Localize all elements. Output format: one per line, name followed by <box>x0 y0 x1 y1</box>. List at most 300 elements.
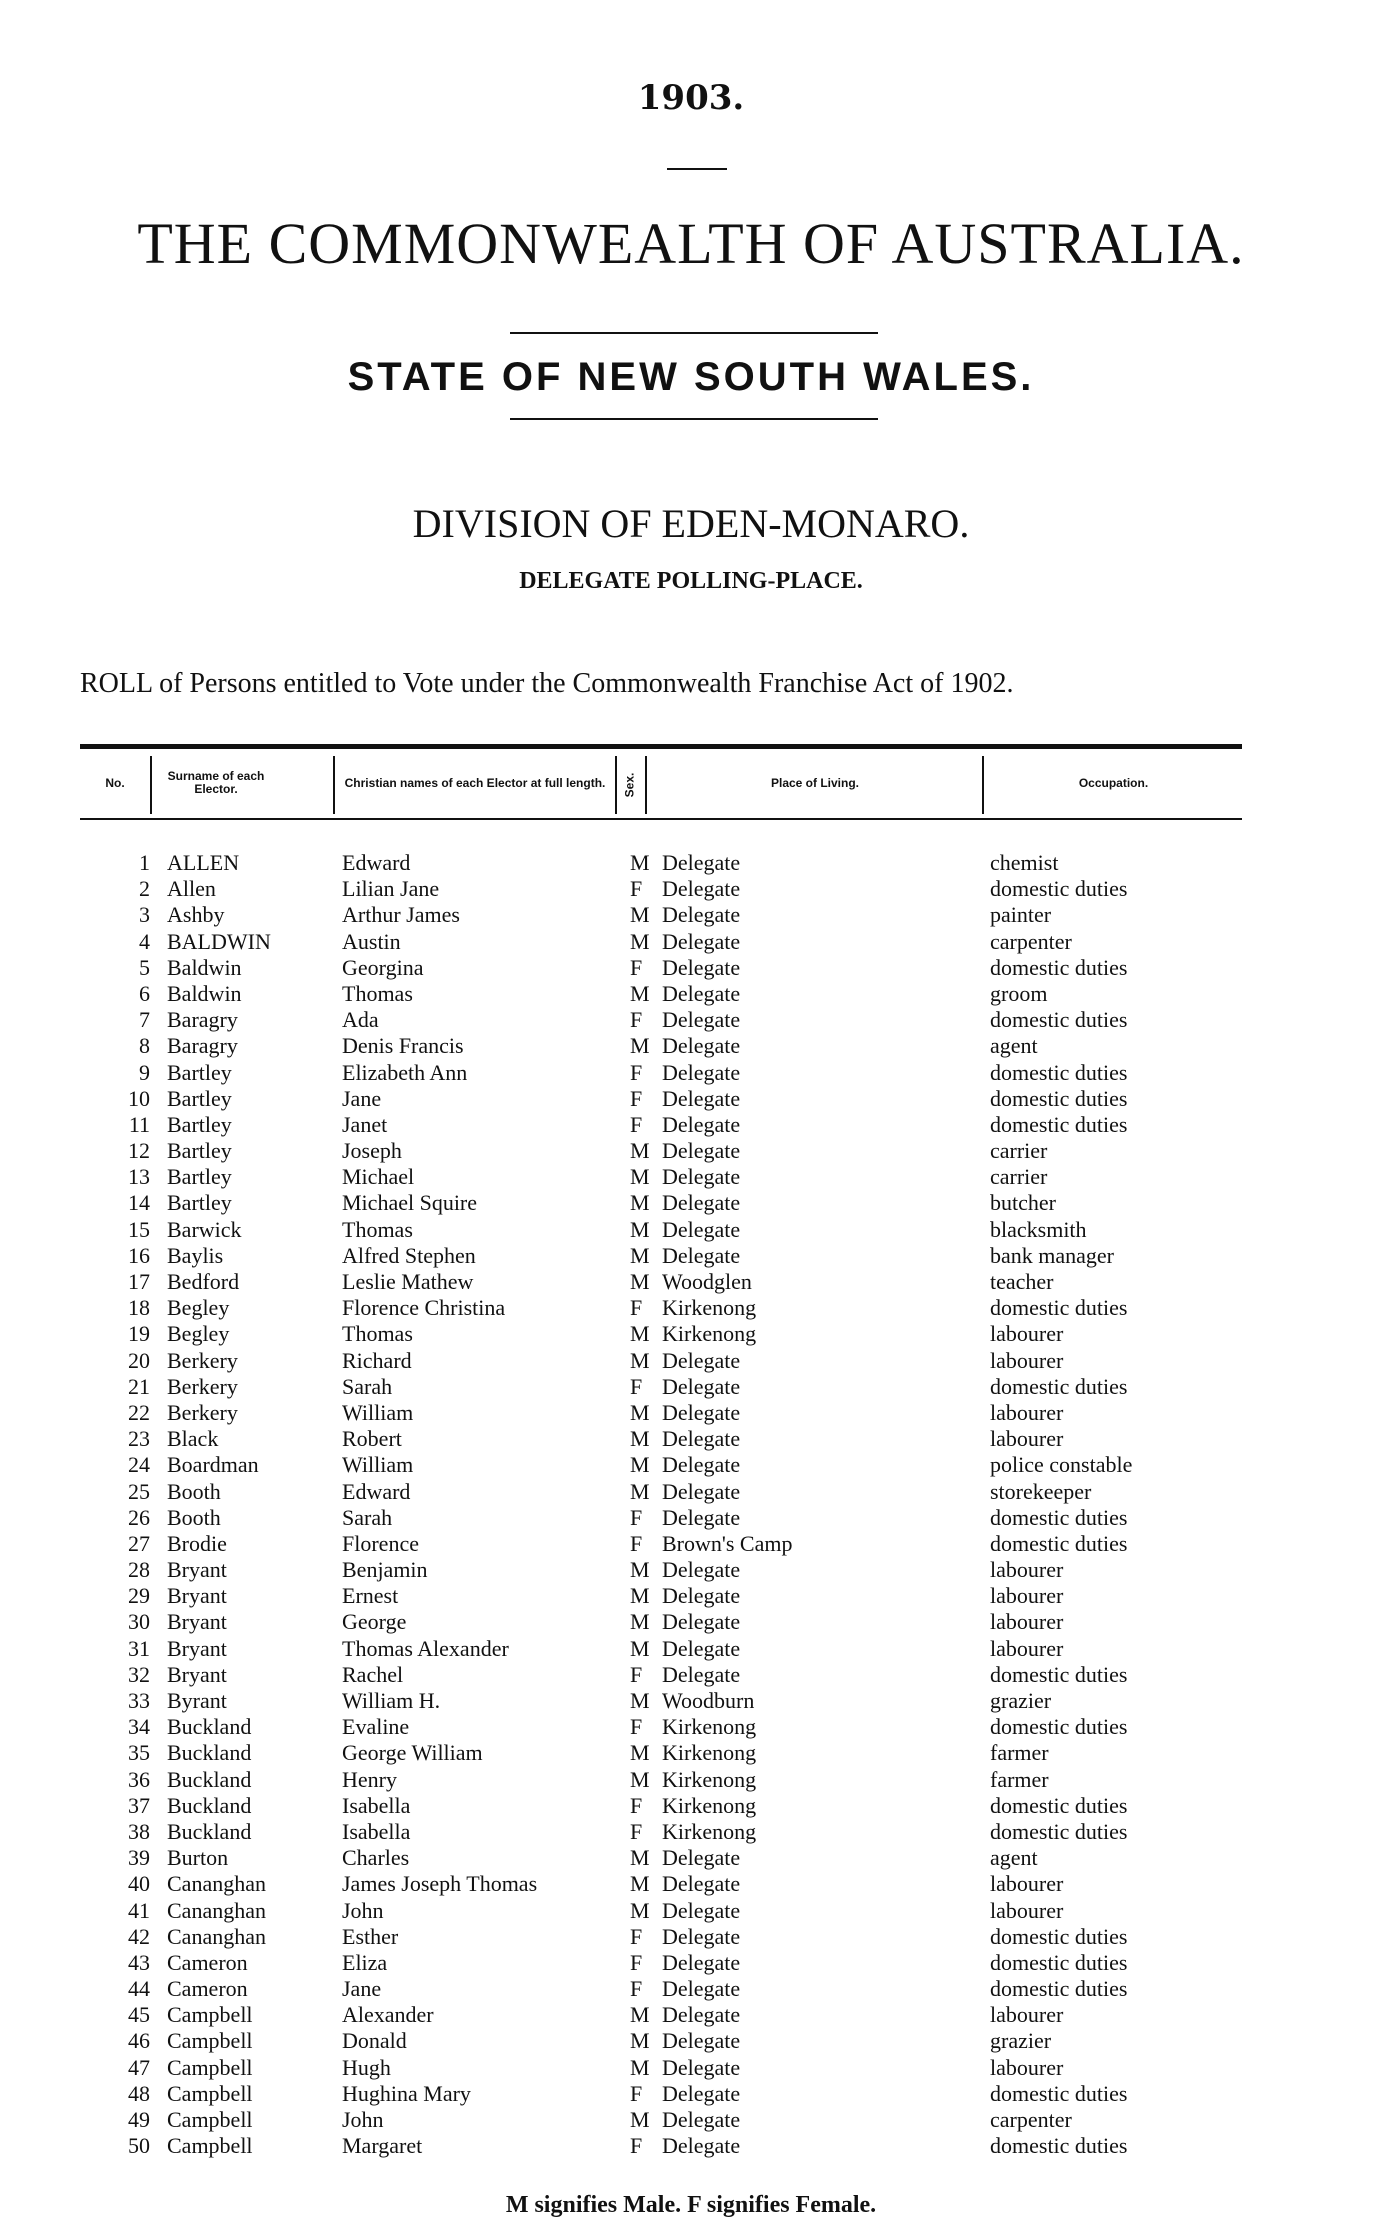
elector-occupation: domestic duties <box>990 1007 1128 1033</box>
elector-christian-names: Florence <box>342 1530 419 1556</box>
elector-christian-names: Alexander <box>342 2002 434 2028</box>
elector-sex: M <box>630 2002 650 2028</box>
elector-place: Delegate <box>662 1138 741 1164</box>
elector-no: 19 <box>128 1321 150 1347</box>
column-divider <box>982 756 984 814</box>
elector-no: 23 <box>128 1426 150 1452</box>
elector-occupation: farmer <box>990 1740 1049 1766</box>
elector-place: Delegate <box>662 954 741 980</box>
elector-occupation: domestic duties <box>990 1530 1128 1556</box>
elector-surname: Bryant <box>167 1609 227 1635</box>
elector-surname: Baragry <box>167 1033 238 1059</box>
elector-christian-names: Thomas Alexander <box>342 1635 509 1661</box>
elector-occupation: domestic duties <box>990 1949 1128 1975</box>
elector-surname: Bryant <box>167 1661 227 1687</box>
elector-christian-names: Denis Francis <box>342 1033 464 1059</box>
elector-no: 31 <box>128 1635 150 1661</box>
elector-sex: M <box>630 1478 650 1504</box>
elector-christian-names: James Joseph Thomas <box>342 1871 538 1897</box>
elector-sex: M <box>630 1242 650 1268</box>
column-header-surname: Surname of each Elector. <box>167 769 265 796</box>
elector-place: Delegate <box>662 1871 741 1897</box>
table-row <box>0 1400 1382 1426</box>
elector-occupation: storekeeper <box>990 1478 1092 1504</box>
elector-occupation: butcher <box>990 1190 1056 1216</box>
elector-occupation: domestic duties <box>990 1923 1128 1949</box>
elector-sex: M <box>630 1033 650 1059</box>
elector-christian-names: George William <box>342 1740 483 1766</box>
column-header-christian: Christian names of each Elector at full length. <box>344 775 606 790</box>
elector-surname: Byrant <box>167 1688 227 1713</box>
elector-no: 20 <box>128 1347 150 1373</box>
elector-place: Delegate <box>662 980 741 1006</box>
elector-place: Delegate <box>662 2054 741 2080</box>
elector-place: Kirkenong <box>662 1321 757 1347</box>
elector-no: 40 <box>128 1871 150 1897</box>
elector-sex: F <box>630 1923 643 1949</box>
elector-place: Delegate <box>662 2080 741 2106</box>
elector-no: 47 <box>128 2054 150 2080</box>
elector-no: 49 <box>128 2107 150 2132</box>
elector-no: 25 <box>128 1478 150 1504</box>
elector-occupation: labourer <box>990 1426 1064 1452</box>
table-row <box>0 1112 1382 1138</box>
elector-sex: F <box>630 1818 643 1844</box>
elector-surname: Buckland <box>167 1714 252 1740</box>
table-row <box>0 1845 1382 1871</box>
elector-list <box>0 850 1382 2159</box>
elector-no: 13 <box>128 1164 150 1190</box>
table-row <box>0 1426 1382 1452</box>
elector-occupation: carrier <box>990 1138 1048 1164</box>
elector-place: Delegate <box>662 928 741 954</box>
elector-sex: M <box>630 928 650 954</box>
elector-occupation: labourer <box>990 1321 1064 1347</box>
elector-no: 46 <box>128 2028 150 2054</box>
table-row <box>0 1138 1382 1164</box>
elector-place: Delegate <box>662 1557 741 1583</box>
elector-occupation: labourer <box>990 1609 1064 1635</box>
elector-no: 37 <box>128 1792 150 1818</box>
column-divider <box>615 756 617 814</box>
elector-no: 44 <box>128 1976 150 2002</box>
elector-christian-names: Sarah <box>342 1504 393 1530</box>
column-divider <box>645 756 647 814</box>
elector-occupation: labourer <box>990 2054 1064 2080</box>
elector-sex: M <box>630 1321 650 1347</box>
elector-surname: Brodie <box>167 1530 227 1556</box>
elector-no: 33 <box>128 1688 150 1713</box>
elector-place: Delegate <box>662 1164 741 1190</box>
elector-surname: Berkery <box>167 1347 238 1373</box>
elector-sex: F <box>630 2080 643 2106</box>
elector-sex: F <box>630 1792 643 1818</box>
elector-no: 39 <box>128 1845 150 1871</box>
elector-christian-names: George <box>342 1609 407 1635</box>
elector-occupation: labourer <box>990 1583 1064 1609</box>
elector-christian-names: Margaret <box>342 2133 423 2159</box>
elector-occupation: bank manager <box>990 1242 1114 1268</box>
elector-surname: Berkery <box>167 1399 238 1425</box>
elector-christian-names: Henry <box>342 1766 397 1792</box>
elector-place: Delegate <box>662 1635 741 1661</box>
elector-surname: Booth <box>167 1478 221 1504</box>
elector-occupation: grazier <box>990 1688 1052 1713</box>
elector-surname: Bryant <box>167 1635 227 1661</box>
elector-no: 24 <box>128 1452 150 1478</box>
elector-place: Delegate <box>662 876 741 902</box>
elector-place: Delegate <box>662 1583 741 1609</box>
elector-sex: M <box>630 1190 650 1216</box>
elector-sex: F <box>630 1007 643 1033</box>
elector-no: 30 <box>128 1609 150 1635</box>
elector-surname: Barwick <box>167 1216 242 1242</box>
elector-christian-names: Robert <box>342 1426 402 1452</box>
elector-surname: Buckland <box>167 1818 252 1844</box>
polling-place-heading: DELEGATE POLLING-PLACE. <box>519 568 863 594</box>
elector-place: Kirkenong <box>662 1295 757 1321</box>
table-row <box>0 1007 1382 1033</box>
elector-sex: M <box>630 1688 650 1713</box>
table-row <box>0 1976 1382 2002</box>
elector-sex: M <box>630 1164 650 1190</box>
elector-christian-names: John <box>342 1897 384 1923</box>
elector-surname: Buckland <box>167 1766 252 1792</box>
elector-sex: M <box>630 1452 650 1478</box>
elector-sex: F <box>630 1949 643 1975</box>
table-row <box>0 1321 1382 1347</box>
elector-no: 28 <box>128 1557 150 1583</box>
elector-surname: Baragry <box>167 1007 238 1033</box>
elector-sex: F <box>630 1373 643 1399</box>
state-heading: STATE OF NEW SOUTH WALES. <box>347 355 1035 399</box>
elector-occupation: domestic duties <box>990 1059 1128 1085</box>
elector-no: 6 <box>139 980 150 1006</box>
elector-no: 50 <box>128 2133 150 2159</box>
division-heading: DIVISION OF EDEN-MONARO. <box>412 501 970 546</box>
elector-place: Delegate <box>662 850 741 875</box>
elector-sex: F <box>630 1504 643 1530</box>
table-row <box>0 1662 1382 1688</box>
elector-christian-names: Jane <box>342 1085 382 1111</box>
elector-place: Delegate <box>662 1845 741 1871</box>
elector-sex: F <box>630 954 643 980</box>
elector-christian-names: Esther <box>342 1923 399 1949</box>
elector-place: Delegate <box>662 1007 741 1033</box>
elector-occupation: domestic duties <box>990 1295 1128 1321</box>
elector-no: 18 <box>128 1295 150 1321</box>
elector-place: Kirkenong <box>662 1766 757 1792</box>
elector-occupation: domestic duties <box>990 1111 1128 1137</box>
elector-place: Kirkenong <box>662 1714 757 1740</box>
elector-place: Kirkenong <box>662 1740 757 1766</box>
elector-surname: Campbell <box>167 2054 253 2080</box>
table-row <box>0 1374 1382 1400</box>
elector-occupation: domestic duties <box>990 1792 1128 1818</box>
elector-place: Woodburn <box>662 1688 755 1713</box>
table-row <box>0 1505 1382 1531</box>
elector-no: 26 <box>128 1504 150 1530</box>
table-row <box>0 2028 1382 2054</box>
elector-surname: Campbell <box>167 2080 253 2106</box>
elector-occupation: domestic duties <box>990 1818 1128 1844</box>
elector-occupation: domestic duties <box>990 1085 1128 1111</box>
elector-place: Delegate <box>662 2107 741 2132</box>
elector-occupation: domestic duties <box>990 954 1128 980</box>
table-row <box>0 1871 1382 1897</box>
elector-surname: Begley <box>167 1295 230 1321</box>
table-row <box>0 1217 1382 1243</box>
elector-sex: M <box>630 980 650 1006</box>
elector-occupation: domestic duties <box>990 1714 1128 1740</box>
elector-no: 35 <box>128 1740 150 1766</box>
elector-surname: Burton <box>167 1845 229 1871</box>
elector-no: 22 <box>128 1399 150 1425</box>
elector-occupation: labourer <box>990 1557 1064 1583</box>
elector-no: 12 <box>128 1138 150 1164</box>
elector-christian-names: Leslie Mathew <box>342 1269 474 1294</box>
elector-christian-names: Ernest <box>342 1583 399 1609</box>
table-row <box>0 1479 1382 1505</box>
table-row <box>0 1295 1382 1321</box>
elector-place: Delegate <box>662 1478 741 1504</box>
elector-surname: BALDWIN <box>167 928 271 954</box>
elector-place: Delegate <box>662 1033 741 1059</box>
elector-occupation: labourer <box>990 1347 1064 1373</box>
elector-no: 38 <box>128 1818 150 1844</box>
elector-no: 42 <box>128 1923 150 1949</box>
elector-place: Delegate <box>662 1242 741 1268</box>
elector-place: Delegate <box>662 2028 741 2054</box>
table-row <box>0 1531 1382 1557</box>
divider-rule <box>510 332 878 334</box>
table-top-rule <box>80 744 1242 749</box>
elector-sex: M <box>630 1557 650 1583</box>
elector-no: 4 <box>139 928 150 954</box>
elector-surname: Cananghan <box>167 1897 266 1923</box>
elector-sex: F <box>630 876 643 902</box>
table-row <box>0 2002 1382 2028</box>
elector-surname: Bryant <box>167 1583 227 1609</box>
elector-surname: Berkery <box>167 1373 238 1399</box>
table-row <box>0 1609 1382 1635</box>
elector-christian-names: Alfred Stephen <box>342 1242 476 1268</box>
elector-place: Delegate <box>662 1347 741 1373</box>
table-row <box>0 2055 1382 2081</box>
elector-christian-names: Eliza <box>342 1949 388 1975</box>
elector-occupation: police constable <box>990 1452 1133 1478</box>
elector-occupation: domestic duties <box>990 1504 1128 1530</box>
elector-place: Delegate <box>662 1059 741 1085</box>
table-row <box>0 902 1382 928</box>
elector-sex: M <box>630 1269 650 1294</box>
table-row <box>0 1033 1382 1059</box>
column-divider <box>333 756 335 814</box>
elector-sex: F <box>630 2133 643 2159</box>
divider-rule <box>510 418 878 420</box>
elector-place: Delegate <box>662 1426 741 1452</box>
elector-christian-names: Ada <box>342 1007 379 1033</box>
elector-place: Brown's Camp <box>662 1530 793 1556</box>
page-title: THE COMMONWEALTH OF AUSTRALIA. <box>137 211 1245 276</box>
table-row <box>0 2133 1382 2159</box>
elector-occupation: domestic duties <box>990 1976 1128 2002</box>
elector-christian-names: Hugh <box>342 2054 391 2080</box>
elector-christian-names: Joseph <box>342 1138 402 1164</box>
table-row <box>0 1740 1382 1766</box>
elector-occupation: labourer <box>990 2002 1064 2028</box>
elector-no: 29 <box>128 1583 150 1609</box>
elector-occupation: labourer <box>990 1897 1064 1923</box>
table-row <box>0 1950 1382 1976</box>
elector-surname: Cananghan <box>167 1923 266 1949</box>
elector-place: Delegate <box>662 902 741 928</box>
elector-christian-names: Isabella <box>342 1818 411 1844</box>
elector-christian-names: Evaline <box>342 1714 410 1740</box>
elector-no: 36 <box>128 1766 150 1792</box>
elector-occupation: blacksmith <box>990 1216 1087 1242</box>
elector-christian-names: Austin <box>342 928 401 954</box>
elector-sex: F <box>630 1976 643 2002</box>
elector-christian-names: Thomas <box>342 1321 413 1347</box>
elector-sex: M <box>630 1609 650 1635</box>
elector-sex: F <box>630 1085 643 1111</box>
elector-christian-names: Donald <box>342 2028 407 2054</box>
elector-occupation: agent <box>990 1845 1038 1871</box>
table-row <box>0 1819 1382 1845</box>
elector-surname: Campbell <box>167 2107 253 2132</box>
elector-no: 8 <box>139 1033 150 1059</box>
table-row <box>0 1243 1382 1269</box>
divider-rule <box>667 168 727 170</box>
elector-no: 5 <box>139 954 150 980</box>
table-row <box>0 1924 1382 1950</box>
elector-occupation: domestic duties <box>990 1373 1128 1399</box>
elector-place: Delegate <box>662 1452 741 1478</box>
column-header-no: No. <box>105 775 125 790</box>
elector-occupation: domestic duties <box>990 2133 1128 2159</box>
elector-occupation: carrier <box>990 1164 1048 1190</box>
elector-occupation: domestic duties <box>990 1661 1128 1687</box>
elector-place: Delegate <box>662 1923 741 1949</box>
elector-surname: Bartley <box>167 1085 232 1111</box>
elector-surname: Cananghan <box>167 1871 266 1897</box>
elector-sex: M <box>630 1583 650 1609</box>
elector-place: Kirkenong <box>662 1818 757 1844</box>
elector-surname: Campbell <box>167 2133 253 2159</box>
elector-christian-names: Elizabeth Ann <box>342 1059 468 1085</box>
elector-sex: M <box>630 1740 650 1766</box>
elector-surname: Ashby <box>167 902 225 928</box>
elector-surname: Bryant <box>167 1557 227 1583</box>
table-row <box>0 1269 1382 1295</box>
column-divider <box>150 756 152 814</box>
elector-occupation: chemist <box>990 850 1059 875</box>
table-row <box>0 1452 1382 1478</box>
elector-no: 1 <box>139 850 150 875</box>
elector-place: Delegate <box>662 1111 741 1137</box>
elector-sex: M <box>630 2107 650 2132</box>
elector-surname: Buckland <box>167 1792 252 1818</box>
elector-sex: M <box>630 1426 650 1452</box>
elector-occupation: grazier <box>990 2028 1052 2054</box>
column-header-sex-label: Sex. <box>622 772 636 798</box>
elector-occupation: labourer <box>990 1871 1064 1897</box>
elector-sex: M <box>630 1347 650 1373</box>
elector-christian-names: Michael <box>342 1164 415 1190</box>
table-row <box>0 1636 1382 1662</box>
elector-christian-names: Thomas <box>342 1216 413 1242</box>
year-heading: 1903. <box>637 78 745 118</box>
elector-occupation: labourer <box>990 1635 1064 1661</box>
table-row <box>0 876 1382 902</box>
elector-surname: Black <box>167 1426 219 1452</box>
table-row <box>0 1060 1382 1086</box>
elector-place: Delegate <box>662 1609 741 1635</box>
column-header-occupation: Occupation. <box>1078 775 1149 790</box>
elector-place: Delegate <box>662 1190 741 1216</box>
sex-legend: M signifies Male. F signifies Female. <box>505 2192 877 2218</box>
elector-christian-names: Arthur James <box>342 902 460 928</box>
elector-sex: F <box>630 1661 643 1687</box>
elector-surname: Begley <box>167 1321 230 1347</box>
elector-sex: M <box>630 1635 650 1661</box>
table-row <box>0 1898 1382 1924</box>
elector-surname: Campbell <box>167 2028 253 2054</box>
elector-sex: M <box>630 1766 650 1792</box>
elector-no: 7 <box>139 1007 150 1033</box>
table-row <box>0 2081 1382 2107</box>
elector-sex: M <box>630 850 650 875</box>
elector-sex: M <box>630 1845 650 1871</box>
table-row <box>0 1348 1382 1374</box>
elector-surname: Bartley <box>167 1138 232 1164</box>
elector-occupation: painter <box>990 902 1052 928</box>
elector-no: 15 <box>128 1216 150 1242</box>
table-row <box>0 955 1382 981</box>
elector-no: 3 <box>139 902 150 928</box>
elector-christian-names: Benjamin <box>342 1557 428 1583</box>
elector-surname: Buckland <box>167 1740 252 1766</box>
elector-no: 32 <box>128 1661 150 1687</box>
roll-title: ROLL of Persons entitled to Vote under the Commonwealth Franchise Act of 1902. <box>80 668 1014 699</box>
elector-occupation: domestic duties <box>990 876 1128 902</box>
elector-sex: M <box>630 1897 650 1923</box>
elector-surname: Cameron <box>167 1949 248 1975</box>
elector-no: 27 <box>128 1530 150 1556</box>
elector-place: Delegate <box>662 2002 741 2028</box>
elector-surname: Campbell <box>167 2002 253 2028</box>
elector-sex: M <box>630 1871 650 1897</box>
elector-occupation: farmer <box>990 1766 1049 1792</box>
elector-no: 17 <box>128 1269 150 1294</box>
elector-sex: M <box>630 1399 650 1425</box>
elector-sex: M <box>630 2028 650 2054</box>
elector-occupation: carpenter <box>990 2107 1072 2132</box>
elector-sex: F <box>630 1295 643 1321</box>
elector-place: Delegate <box>662 1949 741 1975</box>
table-row <box>0 1793 1382 1819</box>
elector-occupation: teacher <box>990 1269 1054 1294</box>
elector-christian-names: Lilian Jane <box>342 876 440 902</box>
elector-christian-names: Jane <box>342 1976 382 2002</box>
elector-no: 14 <box>128 1190 150 1216</box>
elector-occupation: carpenter <box>990 928 1072 954</box>
elector-occupation: groom <box>990 980 1048 1006</box>
elector-christian-names: John <box>342 2107 384 2132</box>
table-row <box>0 850 1382 876</box>
elector-sex: M <box>630 1216 650 1242</box>
